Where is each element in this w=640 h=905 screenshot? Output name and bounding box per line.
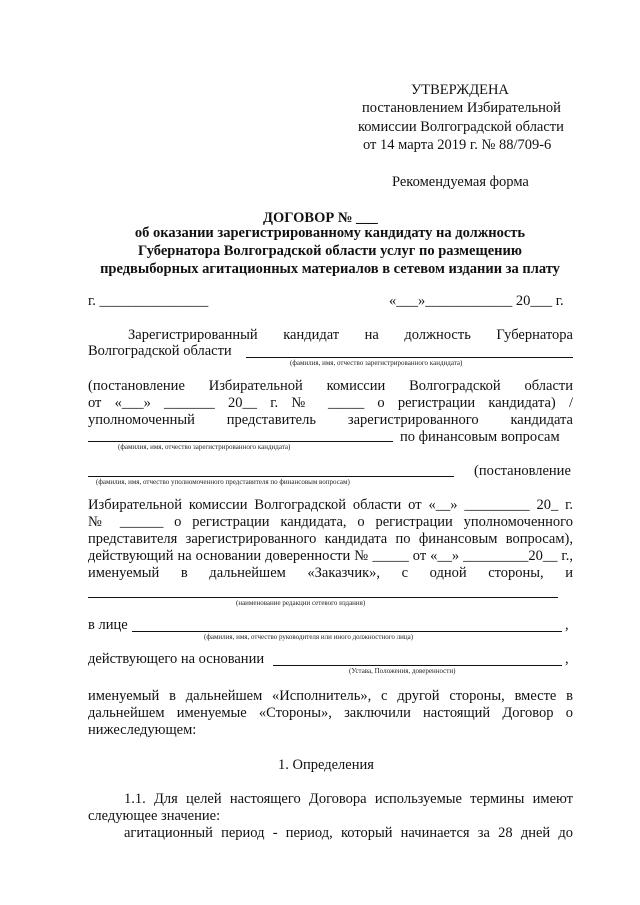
contract-subtitle-2: Губернатора Волгоградской области услуг по размещению (138, 243, 522, 259)
publisher-name-line (88, 597, 558, 598)
approval-line-2: комиссии Волгоградской области (358, 119, 564, 135)
para2-line4: по финансовым вопросам (400, 429, 560, 445)
section1-para1-line1: 1.1. Для целей настоящего Договора используемые термины имеют (124, 791, 573, 807)
contract-subtitle-1: об оказании зарегистрированному кандидату на должность (134, 225, 526, 241)
para2-line5: (постановление (474, 463, 571, 479)
section1-para2-line1: агитационный период - период, который начинается за 28 дней до (124, 825, 573, 841)
caption-candidate-name: (фамилия, имя, отчество зарегистрированного кандидата) (290, 359, 463, 367)
para6-line1: именуемый в дальнейшем «Исполнитель», с другой стороны, вместе в (88, 688, 573, 704)
para1-line1: Зарегистрированный кандидат на должность Губернатора (128, 327, 573, 343)
para1-line2: Волгоградской области (88, 343, 232, 359)
para2-line3: уполномоченный представитель зарегистрированного кандидата (88, 412, 573, 428)
para2-line2: от «___» _______ 20__ г. № _____ о регистрации кандидата) / (88, 395, 573, 411)
para6-line2: дальнейшем именуемые «Стороны», заключили настоящий Договор о (88, 705, 573, 721)
para5-comma: , (565, 651, 569, 667)
section1-title: 1. Определения (278, 757, 374, 773)
para3-line2: № ______ о регистрации кандидата, о регистрации уполномоченного (88, 514, 573, 530)
para6-line3: нижеследующем: (88, 722, 197, 738)
para4-comma: , (565, 617, 569, 633)
official-name-line (132, 631, 562, 632)
basis-line (273, 665, 562, 666)
para3-line4: действующий на основании доверенности № _____ от «__» _________20__ г., (88, 548, 573, 564)
approval-line-1: постановлением Избирательной (362, 100, 561, 116)
section1-para1-line2: следующее значение: (88, 808, 221, 824)
caption-publisher-name: (наименование редакции сетевого издания) (236, 599, 366, 607)
caption-representative-name: (фамилия, имя, отчество уполномоченного представителя по финансовым вопросам) (96, 478, 350, 486)
para2-line1: (постановление Избирательной комиссии Волгоградской области (88, 378, 573, 394)
para3-line1: Избирательной комиссии Волгоградской области от «__» _________ 20_ г. (88, 497, 573, 513)
candidate-name-line (246, 357, 573, 358)
para4-label: в лице (88, 617, 128, 633)
contract-subtitle-3: предвыборных агитационных материалов в сетевом издании за плату (100, 261, 560, 277)
representative-name-line (88, 476, 454, 477)
representative-candidate-line (88, 441, 393, 442)
para3-line5: именуемый в дальнейшем «Заказчик», с одной стороны, и (88, 565, 573, 581)
place-field: г. _______________ (88, 293, 209, 309)
contract-title: ДОГОВОР № ___ (263, 210, 378, 226)
caption-official-name: (фамилия, имя, отчество руководителя или иного должностного лица) (204, 633, 414, 641)
para5-label: действующего на основании (88, 651, 265, 667)
para3-line3: представителя зарегистрированного кандидата по финансовым вопросам), (88, 531, 573, 547)
date-field: «___»____________ 20___ г. (389, 293, 564, 309)
form-note: Рекомендуемая форма (392, 174, 529, 190)
approval-line-3: от 14 марта 2019 г. № 88/709-6 (363, 137, 552, 153)
approval-title: УТВЕРЖДЕНА (411, 82, 509, 98)
caption-candidate-name-2: (фамилия, имя, отчество зарегистрированного кандидата) (118, 443, 291, 451)
caption-basis: (Устава, Положения, доверенности) (349, 667, 456, 675)
